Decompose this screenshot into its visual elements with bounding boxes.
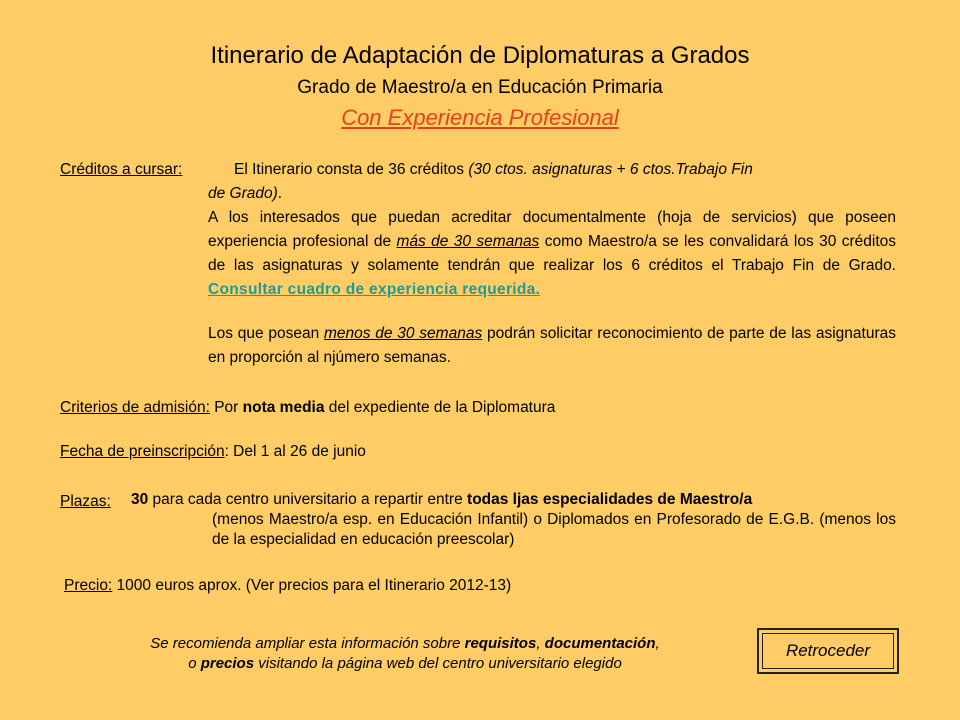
creditos-line-1 xyxy=(234,158,753,182)
creditos-line-2 xyxy=(208,182,282,206)
variant-heading: Con Experiencia Profesional xyxy=(341,105,619,130)
less-experience-paragraph xyxy=(208,322,896,370)
plazas-text-1: para cada centro universitario a repartir entre xyxy=(148,491,468,508)
recommend-precios: precios xyxy=(200,655,255,672)
exp-text-2: como Maestro/a se les convalidará los 30 créditos de las asignaturas y solamente tendrán que realizar los 6 créditos el Trabajo Fin de Grado. xyxy=(208,233,896,274)
creditos-line2-end: . xyxy=(277,185,283,202)
creditos-line1-plain: El Itinerario consta de 36 créditos xyxy=(234,161,469,178)
page-subtitle: Grado de Maestro/a en Educación Primaria xyxy=(297,77,663,98)
creditos-label: Créditos a cursar: xyxy=(60,161,183,178)
recommend-text-1: Se recomienda ampliar esta información sobre xyxy=(150,635,465,652)
creditos-line1-italic: (30 ctos. asignaturas + 6 ctos.Trabajo Fin xyxy=(468,161,753,178)
plazas-bold: todas ljas especialidades de Maestro/a xyxy=(467,491,753,508)
recommend-line-1 xyxy=(60,634,750,654)
recommend-text-3: , xyxy=(655,635,660,652)
recommend-requisitos: requisitos xyxy=(464,635,537,652)
recommendation-note xyxy=(60,634,750,674)
criterios-row xyxy=(60,396,555,420)
back-button[interactable] xyxy=(757,628,899,674)
precio-text: 1000 euros aprox. (Ver precios para el Itinerario 2012-13) xyxy=(112,577,512,594)
back-button-label[interactable]: Retroceder xyxy=(762,633,894,669)
fecha-text: : Del 1 al 26 de junio xyxy=(224,443,366,460)
less-text-1: Los que posean xyxy=(208,325,324,342)
precio-row xyxy=(64,574,511,598)
recommend-documentacion: documentación xyxy=(544,635,656,652)
experience-paragraph xyxy=(208,206,896,302)
recommend-text-5: visitando la página web del centro universitario elegido xyxy=(254,655,622,672)
experience-table-link[interactable]: Consultar cuadro de experiencia requerida. xyxy=(208,281,541,298)
recommend-text-4: o xyxy=(188,655,201,672)
less-text-2: podrán solicitar reconocimiento de parte de las asignaturas en proporción al njúmero semanas. xyxy=(208,325,896,366)
fecha-label: Fecha de preinscripción xyxy=(60,443,225,460)
precio-label: Precio: xyxy=(64,577,113,594)
plazas-count: 30 xyxy=(131,491,149,508)
plazas-continuation: (menos Maestro/a esp. en Educación Infantil) o Diplomados en Profesorado de E.G.B. (menos los de la especialidad en educación preescolar) xyxy=(212,511,896,548)
criterios-text-1: Por xyxy=(209,399,243,416)
exp-emphasis: más de 30 semanas xyxy=(396,233,540,250)
criterios-label: Criterios de admisión: xyxy=(60,399,210,416)
criterios-text-2: del expediente de la Diplomatura xyxy=(324,399,556,416)
recommend-line-2 xyxy=(60,654,750,674)
less-emphasis: menos de 30 semanas xyxy=(324,325,483,342)
recommend-text-2: , xyxy=(536,635,545,652)
plazas-label: Plazas: xyxy=(60,493,111,510)
fecha-row xyxy=(60,440,366,464)
criterios-bold: nota media xyxy=(242,399,325,416)
plazas-line-1 xyxy=(131,490,896,510)
exp-text-1: A los interesados que puedan acreditar documentalmente (hoja de servicios) que poseen experiencia profesional de xyxy=(208,209,896,250)
creditos-line2-italic: de Grado) xyxy=(208,185,278,202)
page-title: Itinerario de Adaptación de Diplomaturas a Grados xyxy=(210,42,750,69)
